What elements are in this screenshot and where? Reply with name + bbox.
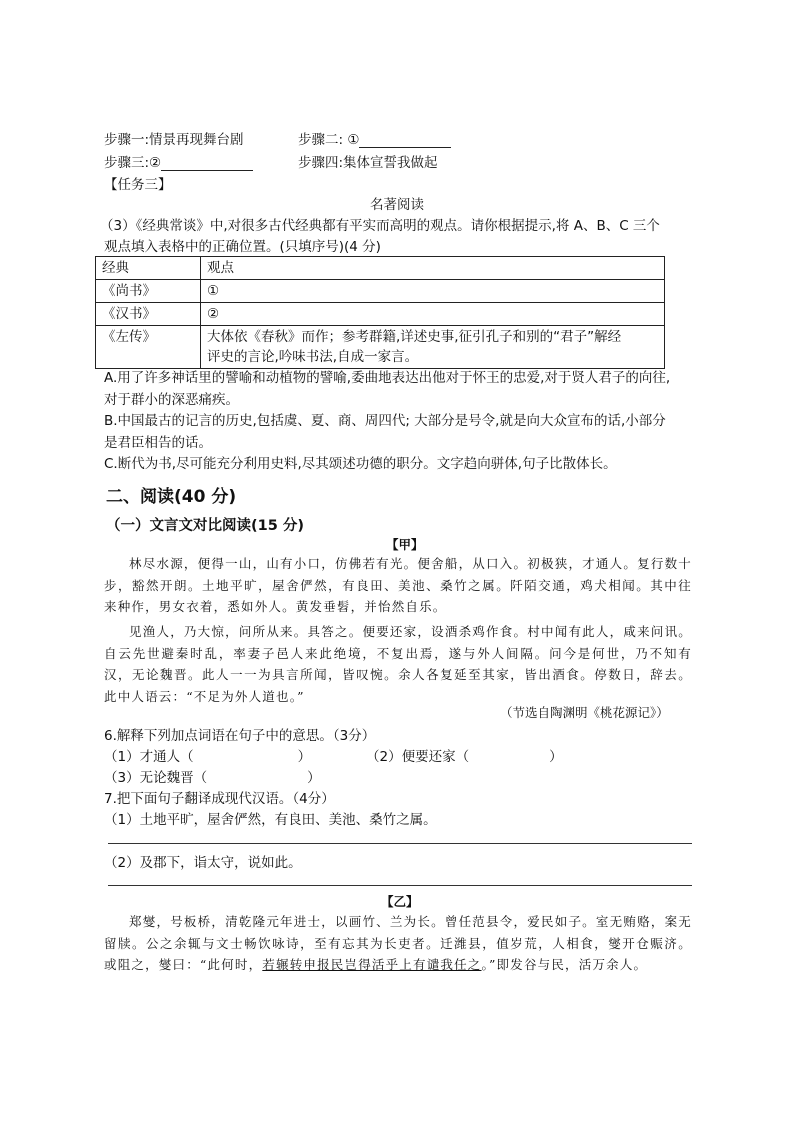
option-b-line2: 是君臣相告的话。 (104, 435, 212, 451)
step-3-label: 步骤三:② (104, 155, 162, 171)
answer-line-2[interactable] (108, 885, 692, 886)
passage-yi-underlined-sentence: 若辗转申报民岂得活乎上有谴我任之 (262, 957, 482, 972)
question-6-item-2-close: ） (549, 749, 563, 765)
question-6-item-3 (104, 766, 321, 786)
question-6-item-2 (366, 745, 563, 765)
question-6-item-1-close: ） (297, 749, 312, 765)
question-6-item-2-label: （2）便要还家（ (366, 749, 470, 765)
question-7-title: 7.把下面句子翻译成现代汉语。（4分） (104, 791, 335, 807)
question-7-sentence-1: （1）土地平旷，屋舍俨然，有良田、美池、桑竹之属。 (104, 812, 437, 828)
table-header-row (96, 257, 665, 280)
question-6-item-3-label: （3）无论魏晋（ (104, 770, 208, 786)
question-3-line1: （3）《经典常谈》中,对很多古代经典都有平实而高明的观点。请你根据提示,将 A、B、C 三个 (100, 218, 660, 234)
step-3 (104, 151, 253, 171)
table-header-view: 观点 (201, 257, 665, 280)
passage-yi-paragraph (104, 911, 692, 976)
table-cell-book: 《尚书》 (96, 280, 201, 303)
classics-table (95, 256, 665, 369)
option-c: C.断代为书,尽可能充分利用史料,尽其颂述功德的职分。文字趋向骈体,句子比散体长。 (104, 456, 617, 472)
table-cell-book: 《汉书》 (96, 303, 201, 326)
table-header-book: 经典 (96, 257, 201, 280)
step-2-label: 步骤二: ① (298, 132, 360, 148)
table-cell-view-line1: 大体依《春秋》而作；参考群籍,详述史事,征引孔子和别的“君子”解经 (207, 329, 622, 345)
passage-jia-paragraph-1: 林尽水源，便得一山，山有小口，仿佛若有光。便舍船，从口入。初极狭，才通人。复行数十步，豁然开朗。土地平旷，屋舍俨然，有良田、美池、桑竹之属。阡陌交通，鸡犬相闻。其中往来种作，男女衣着，悉如外人。黄发垂髫，并怡然自乐。 (104, 556, 692, 614)
table-cell-view (201, 326, 665, 369)
table-cell-view-line2: 评史的言论,吟味书法,自成一家言。 (207, 349, 419, 365)
question-7-sentence-2: （2）及郡下，诣太守，说如此。 (104, 855, 302, 871)
table-row (96, 280, 665, 303)
section-2-heading: 二、阅读(40 分) (106, 487, 237, 507)
question-6-item-1-label: （1）才通人（ (104, 749, 194, 765)
passage-yi-text-b: 。”即发谷与民，活万余人。 (481, 957, 648, 972)
question-3-line2: 观点填入表格中的正确位置。(只填序号)(4 分) (104, 239, 381, 255)
step-4: 步骤四:集体宣誓我做起 (298, 155, 438, 171)
option-b-line1: B.中国最古的记言的历史,包括虞、夏、商、周四代; 大部分是号令,就是向大众宣布的话,小部分 (104, 413, 666, 429)
passage-jia-title: 【甲】 (386, 537, 424, 552)
answer-line-1[interactable] (108, 843, 692, 844)
passage-jia-source: （节选自陶渊明《桃花源记》） (500, 705, 669, 720)
option-a-line2: 对于群小的深恶痛疾。 (104, 392, 239, 408)
table-row (96, 326, 665, 369)
table-cell-view[interactable]: ② (201, 303, 665, 326)
passage-jia-paragraph-2: 见渔人，乃大惊，问所从来。具答之。便要还家，设酒杀鸡作食。村中闻有此人，咸来问讯。自云先世避秦时乱，率妻子邑人来此绝境，不复出焉，遂与外人间隔。问今是何世，乃不知有汉，无论魏晋。此人一一为具言所闻，皆叹惋。余人各复延至其家，皆出酒食。停数日，辞去。此中人语云：“不足为外人道也。” (104, 624, 692, 704)
table-cell-view[interactable]: ① (201, 280, 665, 303)
step-2-blank[interactable] (359, 133, 451, 148)
step-2 (298, 128, 451, 148)
step-3-blank[interactable] (161, 156, 253, 171)
question-6-title: 6.解释下列加点词语在句子中的意思。（3分） (104, 728, 376, 744)
passage-yi-text-a: 郑燮，号板桥，清乾隆元年进士，以画竹、兰为长。曾任范县令，爱民如子。室无贿赂，案无留牍。公之余辄与文士畅饮咏诗，至有忘其为长吏者。迁潍县，值岁荒，人相食，燮开仓赈济。或阻之，燮曰：“此何时， (104, 914, 692, 972)
passage-yi-title: 【乙】 (381, 894, 419, 909)
table-cell-book: 《左传》 (96, 326, 201, 369)
task-3-heading: 【任务三】 (104, 177, 172, 193)
step-1: 步骤一:情景再现舞台剧 (104, 132, 244, 148)
option-a-line1: A.用了许多神话里的譬喻和动植物的譬喻,委曲地表达出他对于怀王的忠爱,对于贤人君子的向往, (104, 370, 671, 386)
question-6-item-1 (104, 745, 311, 765)
section-2-1-heading: （一）文言文对比阅读(15 分) (106, 518, 304, 534)
classics-title: 名著阅读 (370, 197, 424, 213)
table-row (96, 303, 665, 326)
question-6-item-3-close: ） (307, 770, 321, 786)
